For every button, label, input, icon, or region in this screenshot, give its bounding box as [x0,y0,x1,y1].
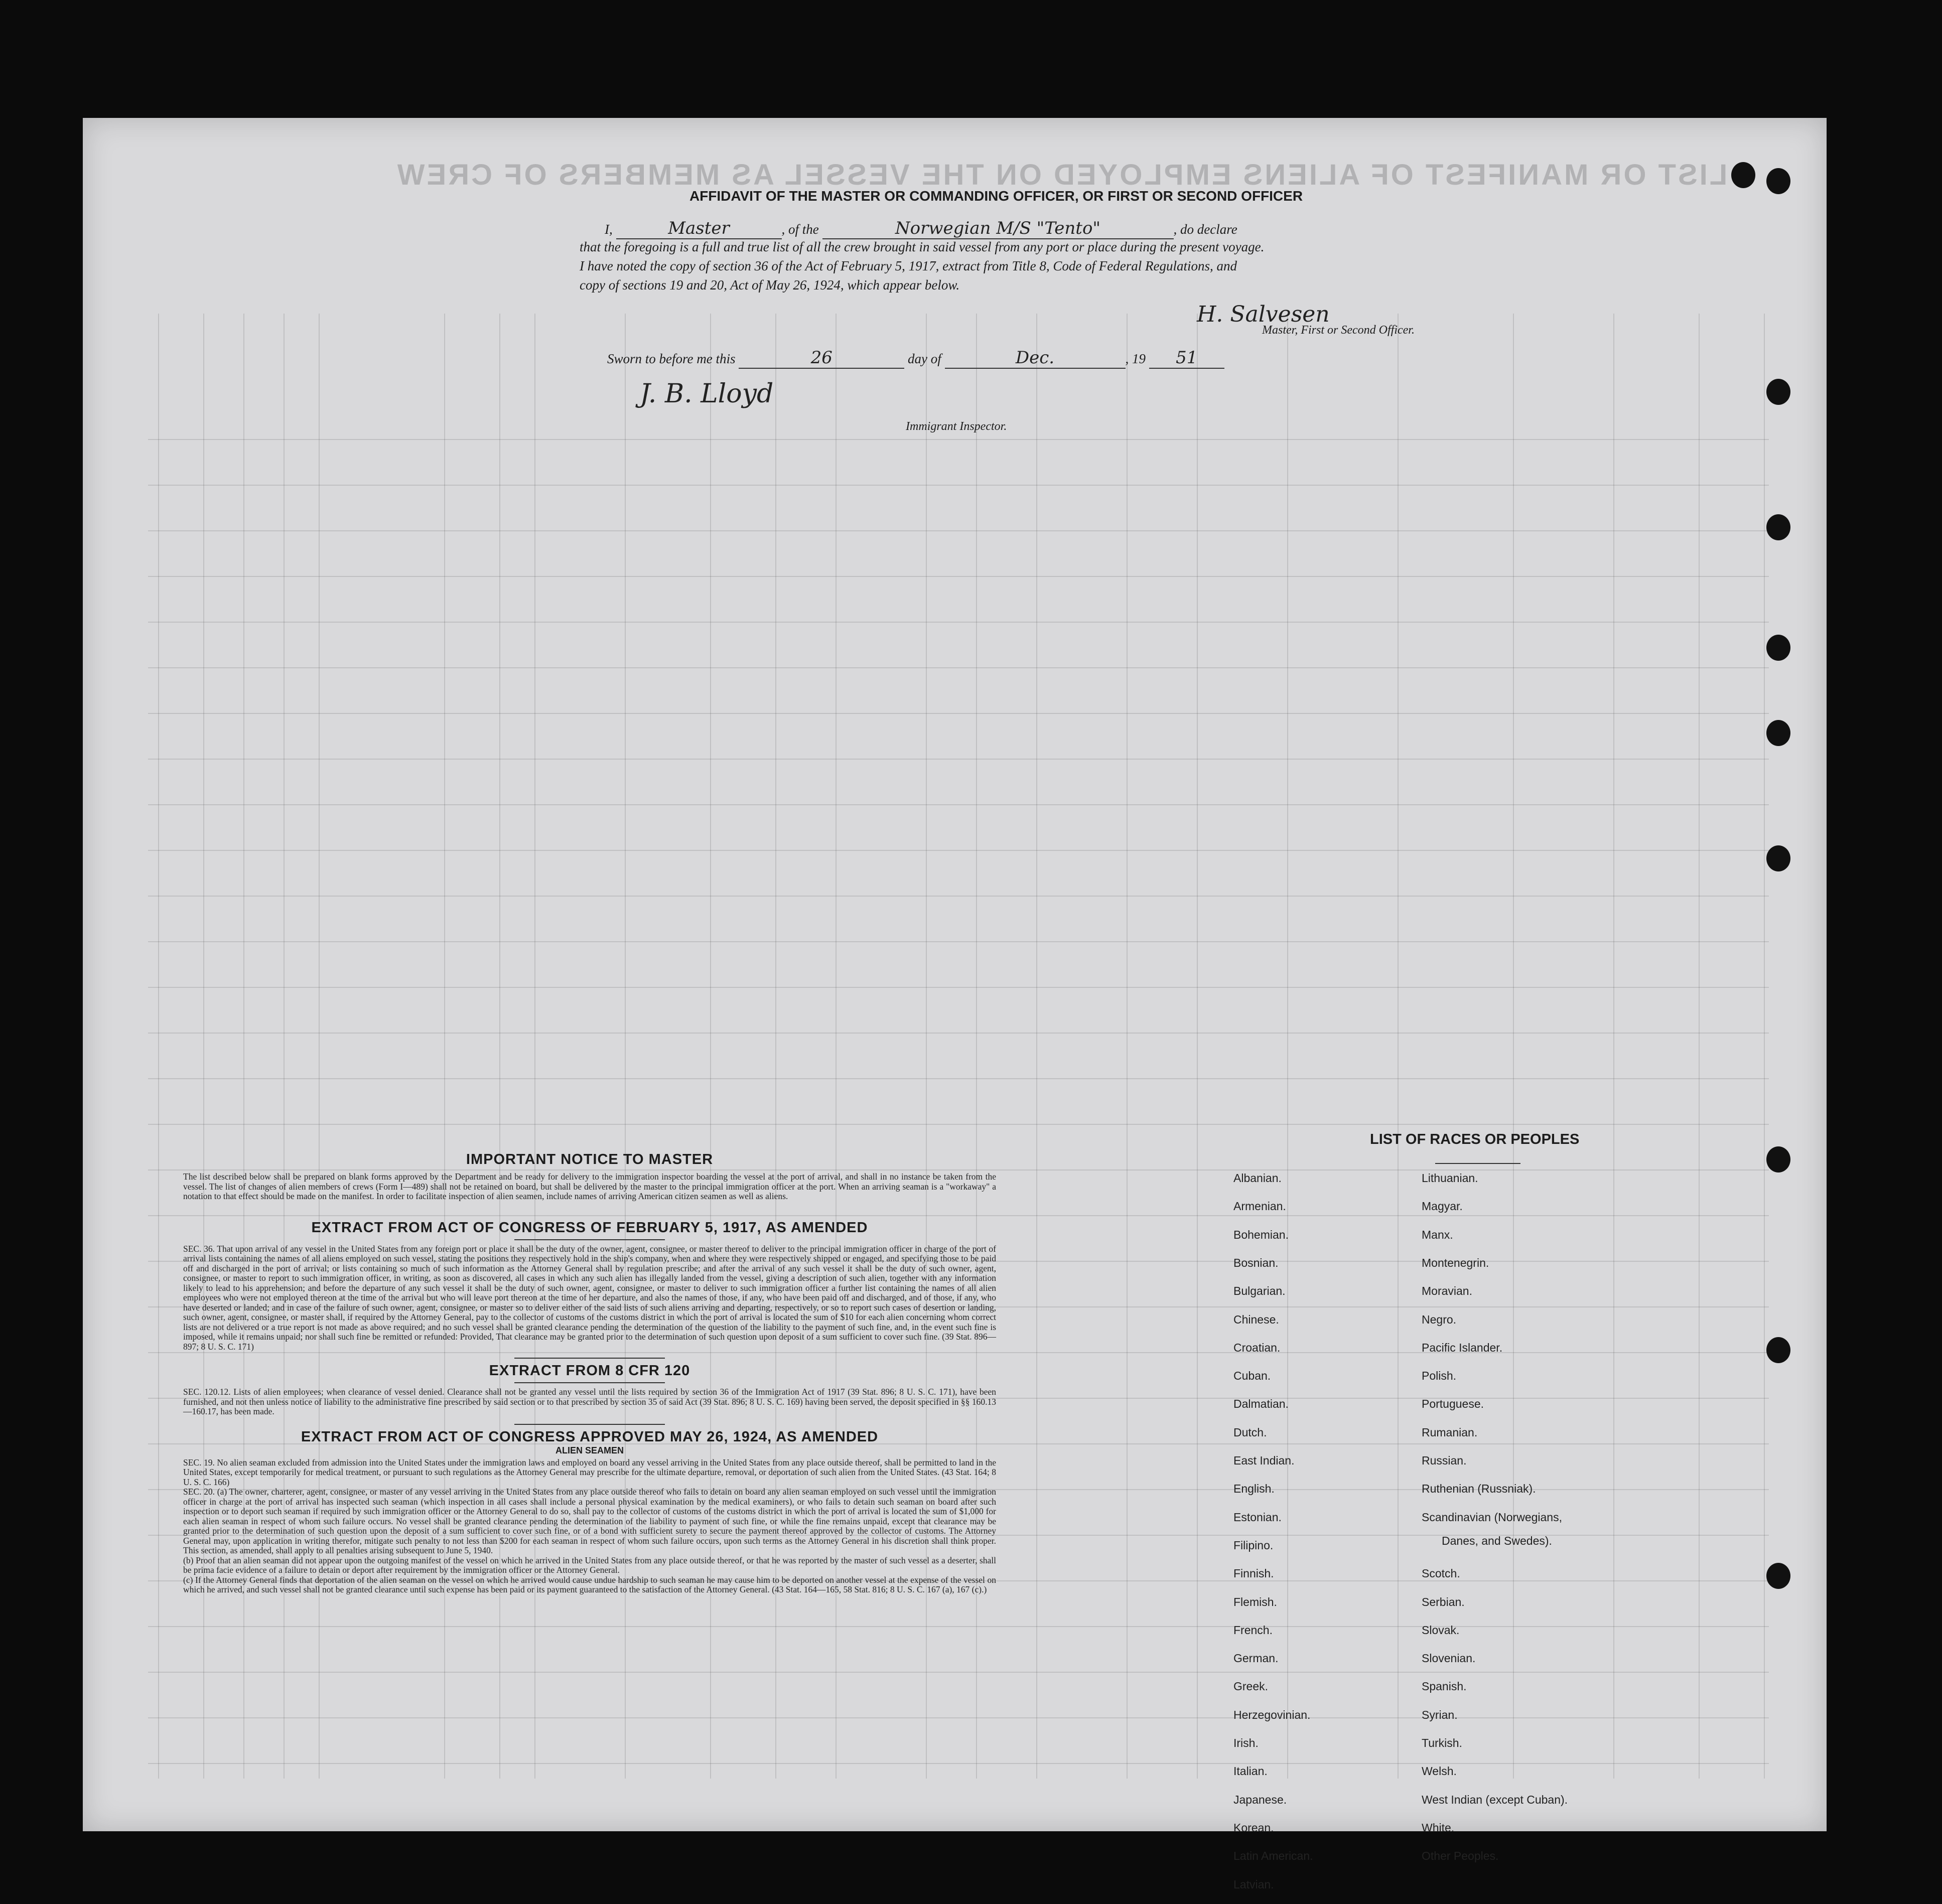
bleed-through-row [148,713,1769,714]
race-item: Welsh. [1422,1765,1457,1778]
bleed-through-row [148,1717,1769,1718]
race-item: French. [1233,1623,1273,1637]
master-caption: Master, First or Second Officer. [1262,324,1415,337]
bleed-through-rule [1036,314,1037,1779]
punch-hole [1766,514,1790,540]
master-signature: H. Salvesen [1197,302,1330,327]
race-item: Albanian. [1233,1171,1282,1185]
divider [514,1358,665,1359]
race-item: Scandinavian (Norwegians, [1422,1510,1562,1524]
race-item: Latin American. [1233,1849,1313,1863]
race-item: White. [1422,1821,1455,1834]
race-item: Japanese. [1233,1793,1287,1806]
race-item: Italian. [1233,1765,1268,1778]
bleed-through-row [148,439,1769,440]
sworn-year-prefix: , 19 [1125,351,1146,366]
bleed-through-rule [1197,314,1198,1779]
extract-1924-sec20a: SEC. 20. (a) The owner, charterer, agent, consignee, or master of any vessel arriving in the United States from any place outside thereof who fails to detain on board any alien seaman employed on such vessel until the immigration officer in charge at the port of arrival has inspected such seaman (which inspection in all cases shall include a personal physical examination by the medical examiners), or who fails to detain such seaman on board after such inspection or to deport such seaman if required by such immigration officer or the Attorney General to do so, shall pay to the collector of customs of the customs district in which the port of arrival is located the sum of $1,000 for each alien seaman in respect of whom such failure occurs. No vessel shall be granted clearance pending the determination of the liability to payment of such fine, or while the fine remains unpaid, except that clearance may be granted prior to the determination of such question upon the deposit of a sum sufficient to cover such fine, or of a bond with sufficient surety to secure the payment thereof approved by the collector of customs. The Attorney General may, upon application in writing therefor, mitigate such penalty to not less than $200 for each seaman in respect of whom such failure occurs, upon such terms as the Attorney General in his discretion shall think proper. This section, as amended, shall apply to all penalties arising subsequent to June 5, 1940. [183,1487,996,1555]
extract-1924-subtitle: ALIEN SEAMEN [555,1445,624,1455]
race-item: Irish. [1233,1736,1259,1749]
race-item: Manx. [1422,1228,1453,1241]
race-item: German. [1233,1652,1279,1665]
bleed-through-row [148,1672,1769,1673]
race-item: Lithuanian. [1422,1171,1478,1185]
sworn-day-of: day of [908,351,941,366]
race-item: Greek. [1233,1680,1269,1693]
race-item: Armenian. [1233,1200,1286,1213]
race-item: Bohemian. [1233,1228,1289,1241]
extract-1917-body: SEC. 36. That upon arrival of any vessel in the United States from any foreign port or place it shall be the duty of the owner, agent, consignee, or master thereof to deliver to the principal immigration officer in charge of the port of arrival lists containing the names of all aliens employed on such vessel, stating the positions they respectively hold in the ship's company, when and where they were respectively shipped or engaged, and specifying those to be paid off and discharged in the port of arrival; or lists containing so much of such information as the Attorney General shall by regulation prescribe; and after the arrival of any such vessel it shall be the duty of such owner, agent, consignee, or master to report to such immigration officer, in writing, as soon as discovered, all cases in which any such alien has illegally landed from the vessel, giving a description of such alien, together with any information likely to lead to his apprehension; and before the departure of any such vessel it shall be the duty of such owner, agent, consignee, or master to deliver to such immigration officer a further list containing the names of all alien employees who were not employed thereon at the time of the arrival but who will leave port thereon at the time of her departure, and also the names of those, if any, who have been paid off and discharged, and of those, if any, who have deserted or landed; and in case of the failure of such owner, agent, consignee, or master so to deliver either of the said lists of such aliens arriving and departing, respectively, or so to report such cases of desertion or landing, such owner, agent, consignee, or master shall, if required by the Attorney General, pay to the collector of customs of the customs district in which the port of arrival is located the sum of $10 for each alien concerning whom correct lists are not delivered or a true report is not made as above required; and no such vessel shall be granted clearance pending the determination of the question of the liability to the payment of such fine, and, in the event such fine is imposed, while it remains unpaid; nor shall such fine be remitted or refunded: Provided, That clearance may be granted prior to the determination of such question upon deposit of a sum sufficient to cover such fine. (39 Stat. 896—897; 8 U. S. C. 171) [183,1243,996,1352]
race-item: English. [1233,1482,1275,1496]
punch-hole [1766,720,1790,746]
bleed-through-rule [1764,314,1765,1779]
race-item: Flemish. [1233,1595,1277,1608]
legal-notices [183,1151,996,1595]
sworn-line [607,348,1224,369]
officer-rank-handwritten: Master [616,218,782,239]
race-item: Pacific Islander. [1422,1341,1503,1354]
race-item: Portuguese. [1422,1397,1484,1411]
extract-1924-sec20c: (c) If the Attorney General finds that deportation of the alien seaman on the vessel on which he arrived would cause undue hardship to such seaman he may cause him to be deported on another vessel at the expense of the vessel on which he arrived, and such vessel shall not be granted clearance until such expense has been paid or its payment guaranteed to the satisfaction of the Attorney General. (43 Stat. 164—165, 58 Stat. 816; 8 U. S. C. 167 (a), 167 (c).) [183,1574,996,1594]
affidavit-line-3: I have noted the copy of section 36 of the Act of February 5, 1917, extract from Title 8, Code of Federal Regulations, and [580,258,1237,273]
affidavit-title: AFFIDAVIT OF THE MASTER OR COMMANDING OFFICER, OR FIRST OR SECOND OFFICER [689,188,1303,204]
race-item: Serbian. [1422,1595,1465,1608]
race-item: Latvian. [1233,1877,1274,1891]
race-item: Ruthenian (Russniak). [1422,1482,1536,1496]
bleed-through-row [148,576,1769,577]
race-item: Slovenian. [1422,1652,1476,1665]
race-item: Magyar. [1422,1200,1463,1213]
races-title: LIST OF RACES OR PEOPLES [1370,1131,1580,1147]
sworn-text: Sworn to before me this [607,351,736,366]
extract-1924-sec19: SEC. 19. No alien seaman excluded from admission into the United States under the immigration laws and employed on board any vessel arriving in the United States from any place outside thereof, shall be permitted to land in the United States, except temporarily for medical treatment, or pursuant to such regulations as the Attorney General may prescribe for the ultimate departure, removal, or deportation of such alien from the United States. (43 Stat. 164; 8 U. S. C. 166) [183,1457,996,1487]
race-item: Slovak. [1422,1623,1460,1637]
bleed-through-rule [1613,314,1614,1779]
race-item: Cuban. [1233,1369,1271,1383]
punch-hole [1766,168,1790,194]
bleed-through-row [148,622,1769,623]
race-item: Herzegovinian. [1233,1708,1311,1721]
bleed-through-row [148,941,1769,942]
race-item: Filipino. [1233,1538,1274,1552]
affidavit-i: I, [605,222,613,237]
punch-hole [1766,379,1790,405]
affidavit-line-4: copy of sections 19 and 20, Act of May 26, 1924, which appear below. [580,277,960,292]
sworn-day-handwritten: 26 [739,348,904,369]
extract-cfr-title: EXTRACT FROM 8 CFR 120 [489,1363,690,1379]
race-item: Spanish. [1422,1680,1467,1693]
bleed-through-row [148,759,1769,760]
extract-1924-sec20b: (b) Proof that an alien seaman did not appear upon the outgoing manifest of the vessel on which he arrived in the United States from any place outside thereof, or that he was reported by the master of such vessel as a deserter, shall be prima facie evidence of a failure to detain or deport after requirement by the immigration officer or the Attorney General. [183,1555,996,1575]
affidavit-line-2: that the foregoing is a full and true list of all the crew brought in said vessel from any port or place during the present voyage. [580,239,1265,254]
race-item: Bulgarian. [1233,1284,1286,1298]
bleed-through-title: LIST OR MANIFEST OF ALIENS EMPLOYED ON THE VESSEL AS MEMBERS OF CREW [395,159,1728,191]
divider [514,1239,665,1240]
race-item: Turkish. [1422,1736,1462,1749]
races-divider [1435,1163,1520,1164]
race-item: Other Peoples. [1422,1849,1499,1863]
bleed-through-row [148,667,1769,668]
bleed-through-rule [1398,314,1399,1779]
race-item: Rumanian. [1422,1425,1478,1439]
manifest-sheet [83,118,1827,1891]
race-item: Croatian. [1233,1341,1281,1354]
bleed-through-row [148,850,1769,851]
extract-cfr-body: SEC. 120.12. Lists of alien employees; when clearance of vessel denied. Clearance shall not be granted any vessel until the lists required by section 36 of the Immigration Act of 1917 (39 Stat. 896; 8 U. S. C. 171), have been furnished, and not then unless notice of liability to the administrative fine prescribed by said section or to that prescribed by section 35 of said Act (39 Stat. 896; 8 U. S. C. 169) having been served, the deposit specified in §§ 160.13—160.17, has been made. [183,1387,996,1416]
divider [514,1424,665,1425]
affidavit-of-the: , of the [781,222,819,237]
punch-hole [1731,162,1755,188]
race-item: Chinese. [1233,1312,1279,1326]
race-item: Dalmatian. [1233,1397,1289,1411]
affidavit-declare: , do declare [1173,222,1237,237]
bleed-through-rule [1699,314,1700,1779]
race-item: Danes, and Swedes). [1442,1534,1552,1548]
bleed-through-rule [1287,314,1288,1779]
punch-hole [1766,1337,1790,1363]
punch-hole [1766,635,1790,661]
race-item: Moravian. [1422,1284,1472,1298]
punch-hole [1766,1146,1790,1173]
sworn-month-handwritten: Dec. [945,348,1126,369]
bleed-through-row [148,1033,1769,1034]
notice-title: IMPORTANT NOTICE TO MASTER [466,1151,714,1167]
extract-1917-title: EXTRACT FROM ACT OF CONGRESS OF FEBRUARY 5, 1917, AS AMENDED [311,1219,868,1236]
punch-hole [1766,845,1790,871]
notice-body: The list described below shall be prepared on blank forms approved by the Department and be ready for delivery to the immigration inspector boarding the vessel at the port of arrival, and shall in no instance be taken from the vessel. The list of changes of alien members of crews (Form I—489) shall not be retained on board, but shall be delivered by the master to the principal immigration officer at the port. When an arriving seaman is a "workaway" a notation to that effect should be made on the manifest. In order to facilitate inspection of alien seamen, include names of arriving American citizen seamen as well as aliens. [183,1171,996,1201]
bleed-through-row [148,1078,1769,1079]
inspector-signature: J. B. Lloyd [640,379,774,409]
bleed-through-rule [1127,314,1128,1779]
inspector-caption: Immigrant Inspector. [906,420,1007,433]
vessel-name-handwritten: Norwegian M/S "Tento" [822,218,1174,239]
race-item: West Indian (except Cuban). [1422,1793,1568,1806]
bleed-through-row [148,1763,1769,1764]
bleed-through-row [148,804,1769,805]
bleed-through-row [148,485,1769,486]
bleed-through-rule [158,314,159,1779]
extract-1924-title: EXTRACT FROM ACT OF CONGRESS APPROVED MAY 26, 1924, AS AMENDED [301,1428,879,1445]
divider [514,1382,665,1383]
race-item: Polish. [1422,1369,1457,1383]
race-item: Estonian. [1233,1510,1282,1524]
bleed-through-row [148,530,1769,531]
bleed-through-row [148,987,1769,988]
punch-hole [1766,1563,1790,1589]
race-item: East Indian. [1233,1454,1295,1467]
bleed-through-row [148,1124,1769,1125]
race-item: Korean. [1233,1821,1274,1834]
race-item: Russian. [1422,1454,1467,1467]
affidavit-line-1 [605,218,1237,239]
race-item: Syrian. [1422,1708,1458,1721]
race-item: Dutch. [1233,1425,1267,1439]
race-item: Montenegrin. [1422,1256,1489,1269]
race-item: Bosnian. [1233,1256,1279,1269]
sworn-year-handwritten: 51 [1149,348,1224,369]
bleed-through-row [148,896,1769,897]
race-item: Finnish. [1233,1567,1274,1580]
bleed-through-row [148,1626,1769,1627]
bleed-through-rule [1513,314,1514,1779]
race-item: Negro. [1422,1312,1457,1326]
race-item: Scotch. [1422,1567,1460,1580]
